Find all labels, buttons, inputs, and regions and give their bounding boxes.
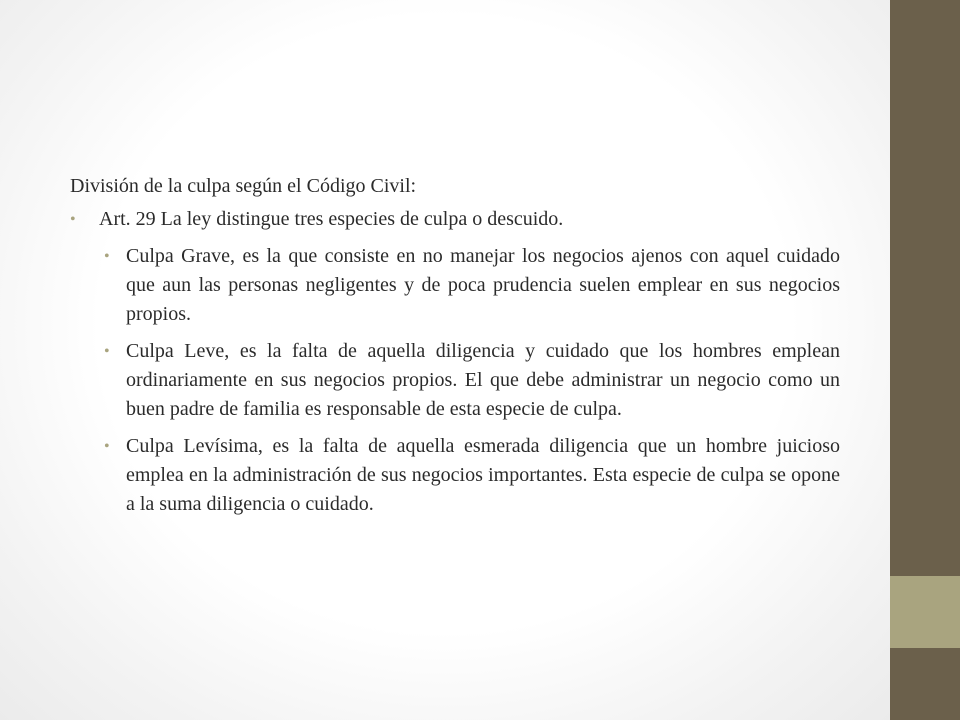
sidebar-block-top <box>890 0 960 576</box>
culpa-levisima-text: Culpa Levísima, es la falta de aquella esmerada diligencia que un hombre juicioso emplea en la administración de sus negocios importantes. Esta especie de culpa se opone a la suma diligencia o cuidado. <box>126 435 840 515</box>
culpa-leve-text: Culpa Leve, es la falta de aquella diligencia y cuidado que los hombres emplean ordinariamente en sus negocios propios. El que debe administrar un negocio como un buen padre de familia es responsable de esta especie de culpa. <box>126 340 840 420</box>
bullet-icon: • <box>104 438 110 455</box>
sub-bullet-culpa-levisima <box>98 432 840 519</box>
sub-bullet-culpa-leve <box>98 337 840 424</box>
bullet-icon: • <box>104 248 110 265</box>
bullet-article <box>70 205 840 234</box>
sub-bullet-culpa-grave <box>98 242 840 329</box>
bullet-icon: • <box>70 211 76 228</box>
bullet-icon: • <box>104 343 110 360</box>
culpa-grave-text: Culpa Grave, es la que consiste en no manejar los negocios ajenos con aquel cuidado que aun las personas negligentes y de poca prudencia suelen emplear en sus negocios propios. <box>126 245 840 325</box>
slide-heading: División de la culpa según el Código Civil: <box>70 175 417 197</box>
sidebar-block-bottom <box>890 648 960 720</box>
decorative-sidebar <box>890 0 960 720</box>
sidebar-block-accent <box>890 576 960 648</box>
slide-content <box>70 172 840 527</box>
article-text: Art. 29 La ley distingue tres especies de culpa o descuido. <box>99 208 564 230</box>
